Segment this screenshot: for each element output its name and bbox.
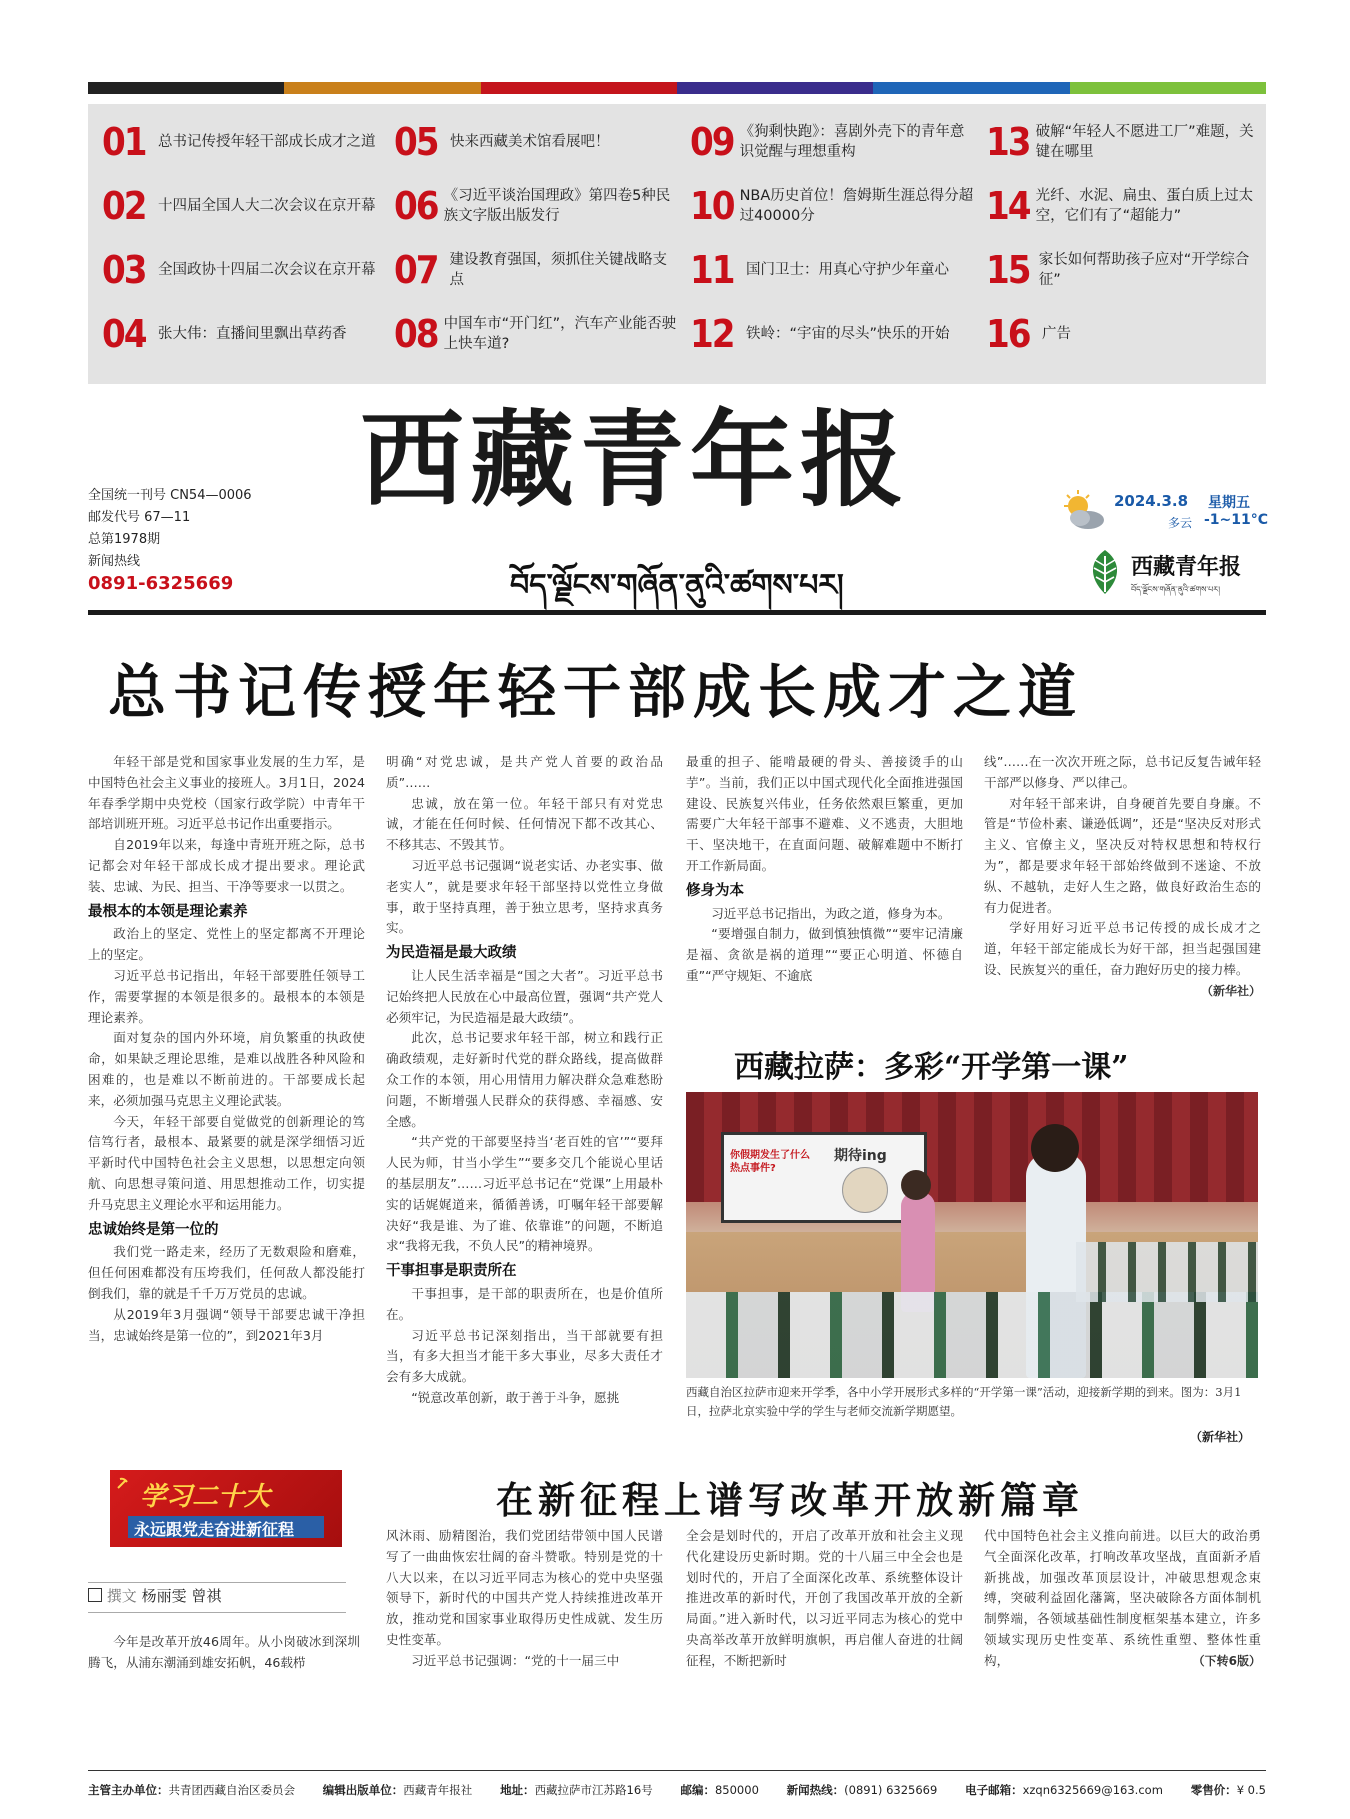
article2-column-1 — [88, 1632, 360, 1674]
byline-rule-top — [88, 1582, 346, 1583]
issue-number: 总第1978期 — [88, 532, 161, 547]
index-item[interactable] — [394, 304, 679, 364]
weather-weekday: 星期五 — [1208, 495, 1250, 511]
paragraph: 明确“对党忠诚，是共产党人首要的政治品质”…… — [386, 754, 663, 790]
paragraph: 此次，总书记要求年轻干部，树立和践行正确政绩观，走好新时代党的群众路线，提高做群众工作的本领，用心用情用力解决群众急难愁盼问题，不断增强人民群众的获得感、幸福感、安全感。 — [386, 1030, 663, 1129]
byline-rule-bottom — [88, 1612, 346, 1613]
index-page-number: 04 — [102, 312, 146, 356]
screen-question: 你假期发生了什么热点事件? — [730, 1150, 810, 1174]
price-label: 零售价： — [1190, 1783, 1237, 1797]
index-page-number: 14 — [986, 184, 1030, 228]
weather-temperature: -1~11°C — [1204, 512, 1269, 528]
paragraph: 今天，年轻干部要自觉做党的创新理论的笃信笃行者，最根本、最紧要的就是深学细悟习近平新时代中国特色社会主义思想，以思想定向领航、向思想寻策问道、用思想推动工作，切实提升马克思主义理论水平和运用能力。 — [88, 1113, 365, 1212]
color-bar-segment — [1070, 82, 1266, 94]
color-bar-segment — [88, 82, 284, 94]
newspaper-logo — [1085, 548, 1270, 600]
section-heading: 最根本的本领是理论素养 — [88, 903, 248, 920]
paragraph: 习近平总书记深刻指出，当干部就要有担当，有多大担当才能干多大事业，尽多大责任才会有多大成就。 — [386, 1327, 663, 1385]
paragraph: 习近平总书记强调“说老实话、办老实事、做老实人”，就是要求年轻干部坚持以党性立身做事，敢于坚持真理，善于独立思考，坚持求真务实。 — [386, 857, 663, 936]
cloudy-sun-icon — [1060, 488, 1108, 532]
index-item-title: 总书记传授年轻干部成长成才之道 — [158, 134, 376, 150]
masthead-divider — [88, 610, 1266, 615]
article1-column-2 — [386, 752, 663, 1409]
index-page-number: 15 — [986, 248, 1030, 292]
color-bar-segment — [481, 82, 677, 94]
photo-headline: 西藏拉萨：多彩“开学第一课” — [734, 1050, 1129, 1085]
masthead-title: 西藏青年报 — [360, 398, 911, 521]
paragraph: 对年轻干部来讲，自身硬首先要自身廉。不管是“节俭朴素、谦逊低调”，还是“坚决反对形式主义、官僚主义，坚决反对特权思想和特权行为”，都是要求年轻干部始终做到不迷途、不放纵、不越轨，走好人生之路，做良好政治生态的有力促进者。 — [984, 795, 1261, 915]
index-item-title: 广告 — [1042, 326, 1071, 342]
postal-code: 邮发代号 67—11 — [88, 510, 191, 525]
paragraph: “锐意改革创新，敢于善于斗争，愿挑 — [411, 1389, 620, 1405]
screen-caption: 期待ing — [834, 1148, 887, 1164]
party-emblem-icon — [116, 1476, 130, 1490]
index-page-number: 10 — [690, 184, 734, 228]
paragraph: 让人民生活幸福是“国之大者”。习近平总书记始终把人民放在心中最高位置，强调“共产党人必须牢记，为民造福是最大政绩”。 — [386, 967, 663, 1025]
footer — [88, 1782, 1266, 1798]
index-item-title: 建设教育强国，须抓住关键战略支点 — [449, 252, 667, 288]
index-item[interactable] — [690, 240, 975, 300]
paragraph: 自2019年以来，每逢中青班开班之际，总书记都会对年轻干部成长成才提出要求。理论武装、忠诚、为民、担当、干净等要求一以贯之。 — [88, 837, 365, 894]
index-page-number: 08 — [394, 312, 438, 356]
postcode: 850000 — [714, 1783, 759, 1797]
index-page-number: 09 — [690, 120, 734, 164]
banner-line2: 永远跟党走奋进新征程 — [134, 1520, 295, 1539]
paragraph: 线”……在一次次开班之际，总书记反复告诫年轻干部严以修身、严以律己。 — [984, 754, 1261, 790]
paragraph: “要增强自制力，做到慎独慎微”“要牢记清廉是福、贪欲是祸的道理”“要正心明道、怀德自重”“严守规矩、不逾底 — [686, 926, 963, 983]
index-item-title: 铁岭：“宇宙的尽头”快乐的开始 — [746, 326, 950, 342]
photo-caption: 西藏自治区拉萨市迎来开学季，各中小学开展形式多样的“开学第一课”活动，迎接新学期的到来。图为：3月1日，拉萨北京实验中学的学生与老师交流新学期愿望。 — [686, 1385, 1242, 1418]
index-item-title: NBA历史首位！詹姆斯生涯总得分超过40000分 — [739, 188, 974, 224]
paragraph: 年轻干部是党和国家事业发展的生力军，是中国特色社会主义事业的接班人。3月1日，2024年春季学期中央党校（国家行政学院）中青年干部培训班开班。习近平总书记作出重要指示。 — [88, 754, 365, 832]
index-item[interactable] — [690, 112, 975, 172]
projector-screen — [721, 1132, 927, 1223]
article2-column-3 — [686, 1526, 963, 1672]
index-item[interactable] — [102, 304, 387, 364]
sponsor: 共青团西藏自治区委员会 — [168, 1783, 295, 1797]
index-page-number: 05 — [394, 120, 438, 164]
paragraph: 习近平总书记指出，为政之道，修身为本。 — [711, 905, 951, 921]
price: ¥ 0.5 — [1236, 1783, 1266, 1797]
seated-students — [686, 1292, 1258, 1378]
index-item[interactable] — [986, 304, 1256, 364]
section-heading: 忠诚始终是第一位的 — [88, 1221, 219, 1238]
classroom-photo — [686, 1092, 1258, 1378]
article2-column-2 — [386, 1526, 663, 1672]
logo-text: 西藏青年报 — [1131, 554, 1242, 580]
index-item-title: 破解“年轻人不愿进工厂”难题，关键在哪里 — [1035, 124, 1254, 160]
hotline-label: 新闻热线 — [88, 554, 141, 569]
article1-column-3 — [686, 752, 963, 987]
paragraph: 我们党一路走来，经历了无数艰险和磨难，但任何困难都没有压垮我们，任何敌人都没能打倒我们，靠的就是千千万万党员的忠诚。 — [88, 1244, 365, 1301]
lead-headline: 总书记传授年轻干部成长成才之道 — [108, 658, 1084, 726]
paragraph: 学好用好习近平总书记传授的成长成才之道，年轻干部定能成长为好干部，担当起强国建设、民族复兴的重任，奋力跑好历史的接力棒。 — [984, 920, 1261, 977]
index-item[interactable] — [394, 176, 679, 236]
article2-col1-text: 今年是改革开放46周年。从小岗破冰到深圳腾飞，从浦东潮涌到雄安拓帆，46载栉 — [88, 1634, 360, 1670]
photo-source: （新华社） — [1190, 1430, 1251, 1444]
index-item[interactable] — [986, 176, 1256, 236]
issn: 全国统一刊号 CN54—0006 — [88, 488, 252, 503]
section-heading: 干事担事是职责所在 — [386, 1263, 517, 1280]
index-item-title: 国门卫士：用真心守护少年童心 — [746, 262, 949, 278]
paragraph: 忠诚，放在第一位。年轻干部只有对党忠诚，才能在任何时候、任何情况下都不改其心、不移其志、不毁其节。 — [386, 795, 663, 853]
color-bar-segment — [284, 82, 480, 94]
masthead-tibetan: བོད་ལྗོངས་གཞོན་ནུའི་ཚགས་པར། — [510, 568, 844, 603]
article2-column-4 — [984, 1526, 1261, 1672]
index-item-title: 家长如何帮助孩子应对“开学综合征” — [1038, 252, 1250, 288]
index-item-title: 《习近平谈治国理政》第四卷5种民族文字版出版发行 — [443, 188, 671, 224]
index-item-title: 《狗剩快跑》：喜剧外壳下的青年意识觉醒与理想重构 — [739, 124, 965, 160]
footer-hotline-label: 新闻热线： — [786, 1783, 845, 1797]
continued-note: （下转6版） — [1192, 1653, 1261, 1668]
publisher: 西藏青年报社 — [403, 1783, 473, 1797]
index-item[interactable] — [986, 240, 1256, 300]
article1-column-4 — [984, 752, 1261, 1002]
hotline-number: 0891-6325669 — [88, 573, 234, 594]
index-item[interactable] — [394, 240, 679, 300]
index-item-title: 快来西藏美术馆看展吧！ — [450, 134, 610, 150]
index-page-number: 02 — [102, 184, 146, 228]
index-page-number: 07 — [394, 248, 438, 292]
second-headline: 在新征程上谱写改革开放新篇章 — [496, 1479, 1084, 1522]
index-page-number: 03 — [102, 248, 146, 292]
article2-col2b-text: 习近平总书记强调：“党的十一届三中 — [411, 1652, 620, 1668]
byline-square-icon — [88, 1588, 102, 1602]
index-item[interactable] — [690, 304, 975, 364]
article2-col3-text: 全会是划时代的，开启了改革开放和社会主义现代化建设历史新时期。党的十八届三中全会也是划时代的，开启了全面深化改革、系统整体设计推进改革的新时代，开创了我国改革开放的全新局面。”进入新时代，以习近平同志为核心的党中央高举改革开放鲜明旗帜，再启催人奋进的壮阔征程，不断把新时 — [686, 1528, 963, 1668]
index-item-title: 全国政协十四届二次会议在京开幕 — [158, 262, 376, 278]
article2-col4-text: 代中国特色社会主义推向前进。以巨大的政治勇气全面深化改革，打响改革攻坚战，直面新矛盾新挑战，加强改革顶层设计，冲破思想观念束缚，突破利益固化藩篱，坚决破除各方面体制机制弊端，各领域基础性制度框架基本建立，许多领域实现历史性变革、系统性重塑、整体性重构， — [984, 1528, 1261, 1668]
index-page-number: 12 — [690, 312, 734, 356]
publisher-label: 编辑出版单位： — [322, 1783, 404, 1797]
color-bar-segment — [873, 82, 1069, 94]
section-heading: 为民造福是最大政绩 — [386, 945, 517, 962]
paragraph: “共产党的干部要坚持当‘老百姓的官’”“要拜人民为师，甘当小学生”“要多交几个能说心里话的基层朋友”……习近平总书记在“党课”上用最朴实的话娓娓道来，循循善诱，叮嘱年轻干部要解决好“我是谁、为了谁、依靠谁”的问题，不断追求“我将无我，不负人民”的精神境界。 — [386, 1134, 663, 1254]
paragraph: 面对复杂的国内外环境，肩负繁重的执政使命，如果缺乏理论思维，是难以战胜各种风险和困难的，也是难以不断前进的。干部要成长起来，必须加强马克思主义理论武装。 — [88, 1030, 365, 1108]
section-heading: 修身为本 — [686, 882, 744, 899]
footer-rule — [88, 1770, 1266, 1771]
index-item[interactable] — [102, 176, 387, 236]
index-page-number: 01 — [102, 120, 146, 164]
index-page-number: 16 — [986, 312, 1030, 356]
article1-column-1 — [88, 752, 365, 1346]
color-bar — [88, 82, 1266, 94]
postcode-label: 邮编： — [680, 1783, 715, 1797]
color-bar-segment — [677, 82, 873, 94]
index-item[interactable] — [394, 112, 679, 172]
index-item[interactable] — [690, 176, 975, 236]
byline-authors: 杨丽雯 曾祺 — [141, 1587, 222, 1605]
logo-tibetan: བོད་ལྗོངས་གཞོན་ནུའི་ཚགས་པར། — [1131, 585, 1220, 594]
paragraph: 从2019年3月强调“领导干部要忠诚干净担当，忠诚始终是第一位的”，到2021年3月 — [88, 1306, 365, 1343]
address: 西藏拉萨市江苏路16号 — [534, 1783, 653, 1797]
contents-index — [88, 104, 1266, 384]
index-item-title: 张大伟：直播间里飘出草药香 — [158, 326, 347, 342]
email: xzqn6325669@163.com — [1022, 1783, 1163, 1797]
index-page-number: 06 — [394, 184, 438, 228]
index-page-number: 11 — [690, 248, 734, 292]
weather-box — [1060, 488, 1269, 538]
sponsor-label: 主管主办单位： — [88, 1783, 169, 1797]
paragraph: 政治上的坚定、党性上的坚定都离不开理论上的坚定。 — [88, 926, 365, 963]
index-item-title: 光纤、水泥、扁虫、蛋白质上过太空，它们有了“超能力” — [1035, 188, 1254, 224]
index-item-title: 中国车市“开门红”，汽车产业能否驶上快车道? — [443, 316, 677, 352]
article2-col2-text: 风沐雨、励精图治，我们党团结带领中国人民谱写了一曲曲恢宏壮阔的奋斗赞歌。特别是党的十八大以来，在以习近平同志为核心的党中央坚强领导下，新时代的中国共产党人持续推进改革开放，推动党和国家事业取得历史性成就、发生历史性变革。 — [386, 1528, 663, 1647]
byline-label: 撰文 — [106, 1587, 137, 1605]
paragraph: 干事担事，是干部的职责所在，也是价值所在。 — [386, 1285, 663, 1322]
address-label: 地址： — [500, 1783, 535, 1797]
study-banner — [110, 1470, 342, 1547]
index-item[interactable] — [102, 240, 387, 300]
weather-condition: 多云 — [1168, 516, 1193, 530]
index-item[interactable] — [102, 112, 387, 172]
index-item[interactable] — [986, 112, 1256, 172]
footer-hotline: (0891) 6325669 — [844, 1783, 938, 1797]
publication-info — [88, 485, 252, 595]
article-source: （新华社） — [1200, 983, 1261, 998]
index-item-title: 十四届全国人大二次会议在京开幕 — [158, 198, 376, 214]
banner-line1: 学习二十大 — [140, 1482, 271, 1512]
paragraph: 最重的担子、能啃最硬的骨头、善接烫手的山芋”。当前，我们正以中国式现代化全面推进强国建设、民族复兴伟业，任务依然艰巨繁重，更加需要广大年轻干部事不避难、义不逃责，大胆地干、坚决地干，在直面问题、破解难题中不断打开工作新局面。 — [686, 754, 963, 873]
leaf-logo-icon — [1085, 548, 1125, 596]
byline — [88, 1585, 221, 1606]
index-page-number: 13 — [986, 120, 1030, 164]
email-label: 电子邮箱： — [965, 1783, 1023, 1797]
paragraph: 习近平总书记指出，年轻干部要胜任领导工作，需要掌握的本领是很多的。最根本的本领是理论素养。 — [88, 967, 365, 1025]
weather-date: 2024.3.8 — [1114, 492, 1189, 510]
